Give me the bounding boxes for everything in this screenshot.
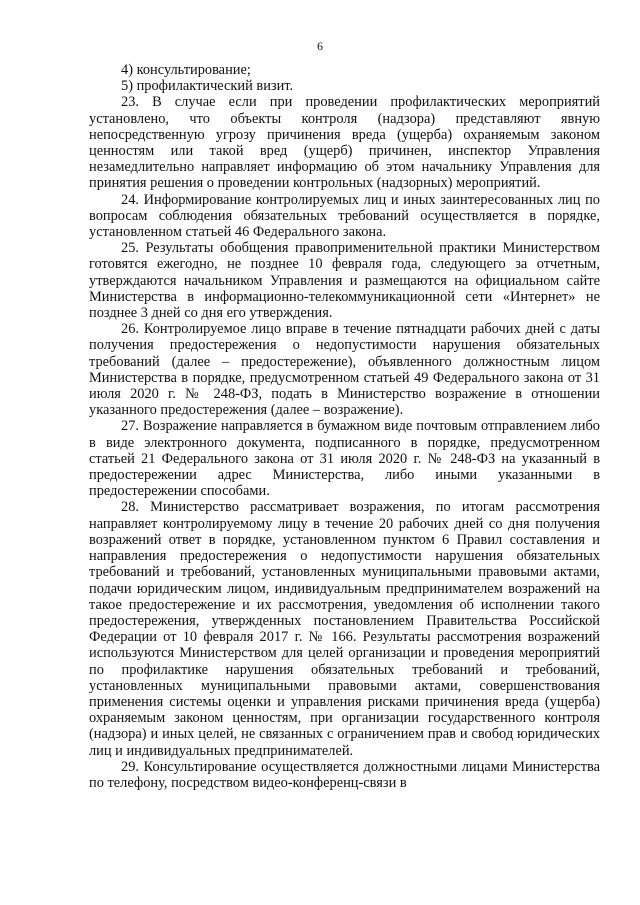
paragraph-25: 25. Результаты обобщения правоприменительной практики Министерством готовятся ежегодно, не позднее 10 февраля года, следующего за отчетным, утверждаются начальником Управления и размещаются на официальном сайте Министерства в информационно-телекоммуникационной сети «Интернет» не позднее 3 дней со дня его утверждения. xyxy=(89,240,600,322)
paragraph-29: 29. Консультирование осуществляется должностными лицами Министерства по телефону, посредством видео-конференц-связи в xyxy=(89,758,600,791)
paragraph-23: 23. В случае если при проведении профилактических мероприятий установлено, что объекты контроля (надзора) представляют явную непосредственную угрозу причинения вреда (ущерба) охраняемым законом ценностям или такой вред (ущерб) причинен, инспектор Управления незамедлительно направляет информацию об этом начальнику Управления для принятия решения о проведении контрольных (надзорных) мероприятий. xyxy=(89,94,600,192)
document-body xyxy=(89,62,600,791)
paragraph-27: 27. Возражение направляется в бумажном виде почтовым отправлением либо в виде электронного документа, подписанного в порядке, предусмотренном статьей 21 Федерального закона от 31 июля 2020 г. № 248-ФЗ на указанный в предостережении адрес Министерства, либо иными указанными в предостережении способами. xyxy=(89,418,600,500)
list-item-consulting: 4) консультирование; xyxy=(121,62,251,78)
paragraph-28: 28. Министерство рассматривает возражения, по итогам рассмотрения направляет контролируемому лицу в течение 20 рабочих дней со дня получения возражений ответ в порядке, установленном пунктом 6 Правил составления и направления предостережения о недопустимости нарушения обязательных требований и требований, установленных муниципальными правовыми актами, подачи юридическим лицом, индивидуальным предпринимателем возражений на такое предостережение и их рассмотрения, уведомления об исполнении такого предостережения, утвержденных постановлением Правительства Российской Федерации от 10 февраля 2017 г. № 166. Результаты рассмотрения возражений используются Министерством для целей организации и проведения мероприятий по профилактике нарушения обязательных требований и требований, установленных муниципальными правовыми актами, совершенствования применения системы оценки и управления рисками причинения вреда (ущерба) охраняемым законом ценностям, при организации государственного контроля (надзора) и иных целей, не связанных с ограничением прав и свобод юридических лиц и индивидуальных предпринимателей. xyxy=(89,499,600,759)
paragraph-26: 26. Контролируемое лицо вправе в течение пятнадцати рабочих дней с даты получения предостережения о недопустимости нарушения обязательных требований (далее – предостережение), объявленного должностным лицом Министерства в порядке, предусмотренном статьей 49 Федерального закона от 31 июля 2020 г. № 248-ФЗ, подать в Министерство возражение в отношении указанного предостережения (далее – возражение). xyxy=(89,321,600,419)
list-item-preventive-visit: 5) профилактический визит. xyxy=(121,78,294,95)
page-number: 6 xyxy=(317,39,323,53)
paragraph-24: 24. Информирование контролируемых лиц и иных заинтересованных лиц по вопросам соблюдения обязательных требований осуществляется в порядке, установленном статьей 46 Федерального закона. xyxy=(89,191,600,241)
